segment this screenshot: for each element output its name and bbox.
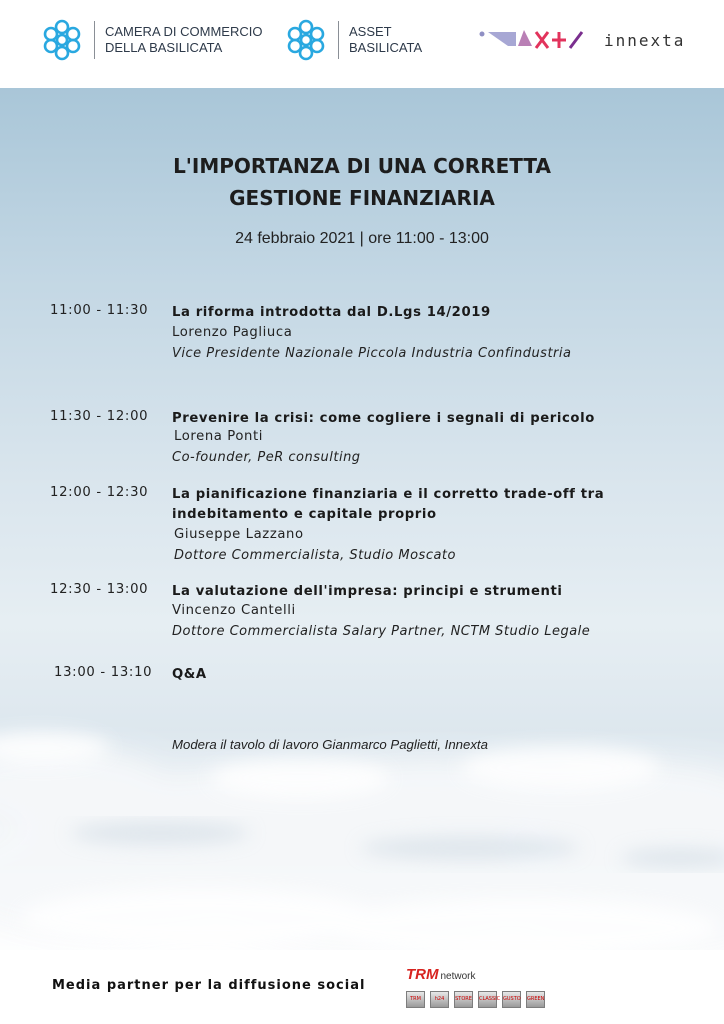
- agenda-topic: La pianificazione finanziaria e il corretto trade-off tra indebitamento e capitale proprio: [172, 487, 605, 522]
- agenda-speaker: Vincenzo Cantelli: [172, 603, 296, 618]
- innexta-wordmark: innexta: [604, 30, 686, 50]
- channel-badge: GUSTO: [502, 991, 521, 1008]
- agenda-role: Vice Presidente Nazionale Piccola Industria Confindustria: [172, 346, 572, 361]
- event-title-line2: GESTIONE FINANZIARIA: [229, 186, 495, 210]
- media-partner-label: Media partner per la diffusione social: [52, 978, 366, 993]
- trm-brand: TRM: [406, 966, 439, 983]
- agenda-topic: La riforma introdotta dal D.Lgs 14/2019: [172, 305, 491, 320]
- agenda-topic: Q&A: [172, 667, 207, 682]
- asset-basilicata-logo: [282, 16, 422, 64]
- agenda-speaker: Lorenzo Pagliuca: [172, 325, 293, 340]
- trm-channel-list: [406, 991, 545, 1008]
- agenda-speaker: Giuseppe Lazzano: [174, 527, 304, 542]
- logo-line1: CAMERA DI COMMERCIO: [105, 24, 263, 39]
- channel-badge: GREEN: [526, 991, 545, 1008]
- agenda-topic: La valutazione dell'impresa: principi e strumenti: [172, 584, 563, 599]
- agenda-time: 12:00 - 12:30: [50, 485, 149, 500]
- logo-line2: BASILICATA: [349, 40, 423, 55]
- logo-divider: [338, 21, 339, 59]
- agenda-role: Dottore Commercialista, Studio Moscato: [174, 548, 456, 563]
- agenda-time: 11:30 - 12:00: [50, 409, 149, 424]
- innexta-mark-icon: [478, 26, 598, 54]
- innexta-logo: [478, 26, 685, 54]
- logo-line2: DELLA BASILICATA: [105, 40, 223, 55]
- event-title-line1: L'IMPORTANZA DI UNA CORRETTA: [173, 154, 551, 178]
- channel-badge: TRM: [406, 991, 425, 1008]
- knot-icon: [282, 16, 330, 64]
- agenda-role: Dottore Commercialista Salary Partner, NCTM Studio Legale: [172, 624, 591, 639]
- agenda-time: 11:00 - 11:30: [50, 303, 149, 318]
- knot-icon: [38, 16, 86, 64]
- logo-text: [105, 24, 262, 56]
- channel-badge: CLASSIC: [478, 991, 497, 1008]
- logo-text: [349, 24, 422, 56]
- logo-divider: [94, 21, 95, 59]
- agenda-time: 12:30 - 13:00: [50, 582, 149, 597]
- agenda-time: 13:00 - 13:10: [54, 665, 153, 680]
- agenda-topic: Prevenire la crisi: come cogliere i segnali di pericolo: [172, 411, 595, 426]
- channel-badge: h24: [430, 991, 449, 1008]
- footer: [0, 950, 724, 1024]
- logo-line1: ASSET: [349, 24, 392, 39]
- moderator-note: Modera il tavolo di lavoro Gianmarco Paglietti, Innexta: [172, 737, 488, 752]
- agenda-speaker: Lorena Ponti: [174, 429, 264, 444]
- trm-suffix: network: [440, 971, 476, 982]
- header-logos: [0, 0, 724, 88]
- trm-network-logo: [406, 964, 545, 1008]
- camera-di-commercio-logo: [38, 16, 262, 64]
- agenda-role: Co-founder, PeR consulting: [172, 450, 361, 465]
- channel-badge: STORE: [454, 991, 473, 1008]
- event-date: 24 febbraio 2021 | ore 11:00 - 13:00: [235, 230, 489, 247]
